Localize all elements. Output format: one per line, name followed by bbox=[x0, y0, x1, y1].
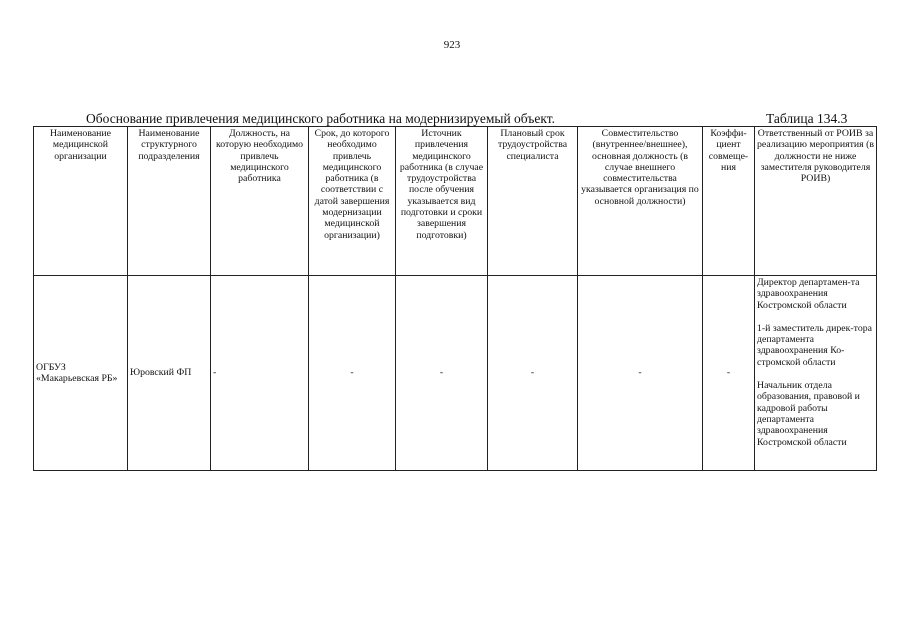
header-organization: Наименование медицинской организации bbox=[34, 127, 128, 276]
table-label: Таблица 134.3 bbox=[766, 111, 848, 126]
header-division: Наименование структурного подразделения bbox=[128, 127, 211, 276]
table-row bbox=[34, 276, 877, 471]
responsible-item: 1-й заместитель дирек-тора департамента здравоохранения Ко-стромской области bbox=[757, 322, 872, 368]
header-position: Должность, на которую необходимо привлечь медицинского работника bbox=[211, 127, 309, 276]
staffing-table bbox=[33, 126, 877, 471]
cell-organization: ОГБУЗ «Макарьевская РБ» bbox=[34, 276, 128, 471]
table-header-row bbox=[34, 127, 877, 276]
cell-division: Юровский ФП bbox=[128, 276, 211, 471]
header-source: Источник привлечения медицинского работника (в случае трудоустройства после обучения указывается вид подготовки и сроки завершения подготовки) bbox=[396, 127, 488, 276]
responsible-item: Директор департамен-та здравоохранения Костромской области bbox=[757, 277, 860, 311]
cell-deadline: - bbox=[309, 276, 396, 471]
header-coefficient: Коэффи-циент совмеще-ния bbox=[703, 127, 755, 276]
cell-source: - bbox=[396, 276, 488, 471]
spacer bbox=[757, 368, 874, 380]
document-title: Обоснование привлечения медицинского работника на модернизируемый объект. bbox=[86, 111, 555, 126]
page-number: 923 bbox=[443, 39, 461, 51]
cell-responsible bbox=[755, 276, 877, 471]
cell-coefficient: - bbox=[703, 276, 755, 471]
cell-combination: - bbox=[578, 276, 703, 471]
header-combination: Совместительство (внутреннее/внешнее), основная должность (в случае внешнего совместительства указывается организация по основной должности) bbox=[578, 127, 703, 276]
cell-planned-term: - bbox=[488, 276, 578, 471]
responsible-item: Начальник отдела образования, правовой и кадровой работы департамента здравоохранения Костромской области bbox=[757, 380, 860, 448]
spacer bbox=[757, 311, 874, 323]
header-planned-term: Плановый срок трудоустройства специалиста bbox=[488, 127, 578, 276]
header-responsible: Ответственный от РОИВ за реализацию мероприятия (в должности не ниже заместителя руководителя РОИВ) bbox=[755, 127, 877, 276]
cell-position: - bbox=[211, 276, 309, 471]
header-deadline: Срок, до которого необходимо привлечь медицинского работника (в соответствии с датой завершения модернизации медицинской организации) bbox=[309, 127, 396, 276]
